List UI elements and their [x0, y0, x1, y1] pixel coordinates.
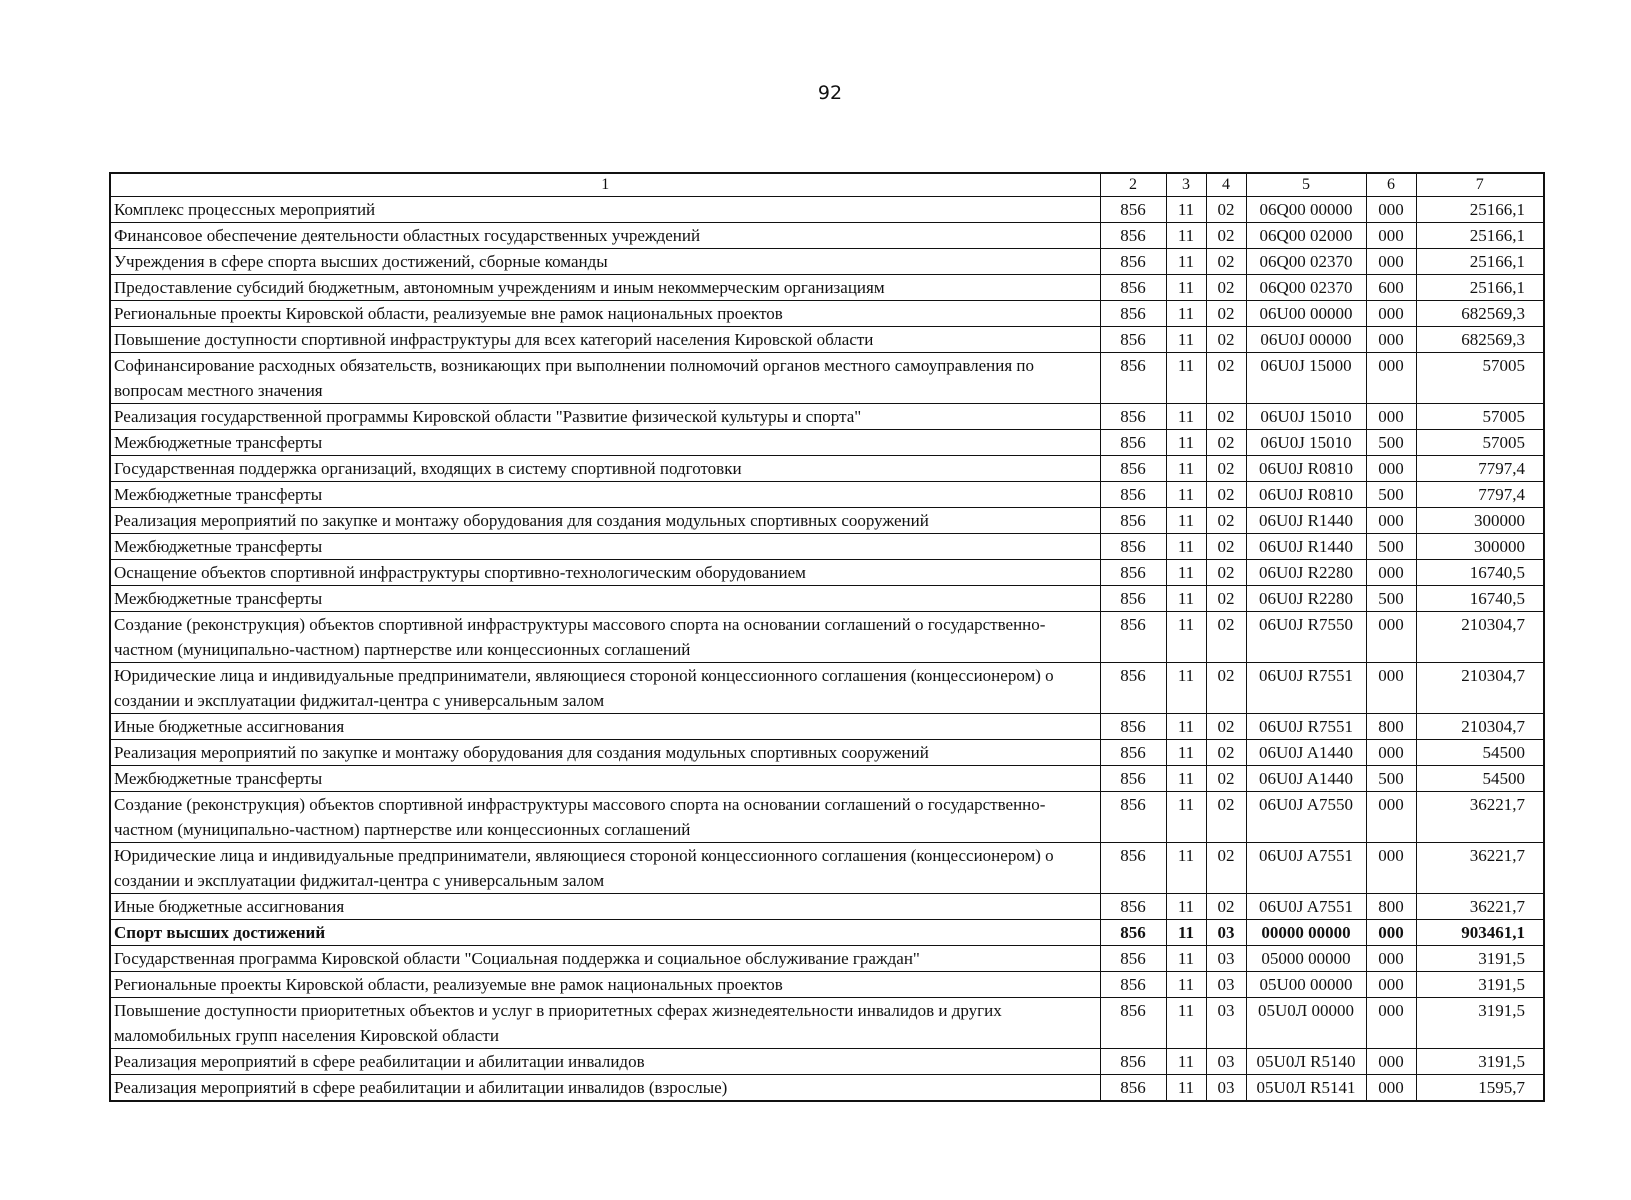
ministry-code-cell: 856: [1100, 946, 1166, 972]
expense-type-cell: 000: [1366, 508, 1416, 534]
ministry-code-cell: 856: [1100, 920, 1166, 946]
amount-cell: 36221,7: [1416, 843, 1544, 894]
table-row: [110, 353, 1544, 404]
expense-type-cell: 000: [1366, 663, 1416, 714]
table-row: [110, 586, 1544, 612]
ministry-code-cell: 856: [1100, 301, 1166, 327]
subsection-code-cell: 02: [1206, 586, 1246, 612]
table-row: [110, 894, 1544, 920]
section-code-cell: 11: [1166, 353, 1206, 404]
ministry-code-cell: 856: [1100, 430, 1166, 456]
expense-name-cell: Межбюджетные трансферты: [110, 430, 1100, 456]
table-row: [110, 843, 1544, 894]
amount-cell: 210304,7: [1416, 714, 1544, 740]
amount-cell: 36221,7: [1416, 792, 1544, 843]
expense-name-cell: Межбюджетные трансферты: [110, 586, 1100, 612]
table-row: [110, 430, 1544, 456]
amount-cell: 682569,3: [1416, 301, 1544, 327]
expense-type-cell: 000: [1366, 197, 1416, 223]
section-code-cell: 11: [1166, 534, 1206, 560]
amount-cell: 54500: [1416, 766, 1544, 792]
subsection-code-cell: 02: [1206, 482, 1246, 508]
expense-type-cell: 800: [1366, 714, 1416, 740]
expense-type-cell: 600: [1366, 275, 1416, 301]
section-code-cell: 11: [1166, 766, 1206, 792]
subsection-code-cell: 02: [1206, 740, 1246, 766]
ministry-code-cell: 856: [1100, 482, 1166, 508]
ministry-code-cell: 856: [1100, 249, 1166, 275]
subsection-code-cell: 02: [1206, 353, 1246, 404]
subsection-code-cell: 02: [1206, 508, 1246, 534]
section-code-cell: 11: [1166, 972, 1206, 998]
expense-type-cell: 500: [1366, 430, 1416, 456]
section-code-cell: 11: [1166, 404, 1206, 430]
ministry-code-cell: 856: [1100, 1075, 1166, 1102]
table-row: [110, 740, 1544, 766]
ministry-code-cell: 856: [1100, 586, 1166, 612]
table-row: [110, 612, 1544, 663]
subsection-code-cell: 02: [1206, 792, 1246, 843]
expense-name-cell: Повышение доступности приоритетных объектов и услуг в приоритетных сферах жизнедеятельности инвалидов и других маломобильных групп населения Кировской области: [110, 998, 1100, 1049]
expense-name-cell: Создание (реконструкция) объектов спортивной инфраструктуры массового спорта на основании соглашений о государственно-частном (муниципально-частном) партнерстве или концессионных соглашений: [110, 792, 1100, 843]
section-code-cell: 11: [1166, 946, 1206, 972]
amount-cell: 1595,7: [1416, 1075, 1544, 1102]
target-article-cell: 06U0J R7550: [1246, 612, 1366, 663]
subsection-code-cell: 03: [1206, 1075, 1246, 1102]
table-row: [110, 792, 1544, 843]
table-row: [110, 663, 1544, 714]
target-article-cell: 06U0J R0810: [1246, 482, 1366, 508]
header-cell: 1: [110, 173, 1100, 197]
amount-cell: 57005: [1416, 404, 1544, 430]
expense-name-cell: Реализация мероприятий по закупке и монтажу оборудования для создания модульных спортивных сооружений: [110, 508, 1100, 534]
target-article-cell: 06U0J 15010: [1246, 404, 1366, 430]
table-row: [110, 998, 1544, 1049]
expense-type-cell: 000: [1366, 353, 1416, 404]
expense-name-cell: Государственная поддержка организаций, входящих в систему спортивной подготовки: [110, 456, 1100, 482]
subsection-code-cell: 02: [1206, 249, 1246, 275]
header-cell: 7: [1416, 173, 1544, 197]
amount-cell: 210304,7: [1416, 612, 1544, 663]
header-cell: 6: [1366, 173, 1416, 197]
target-article-cell: 06U0J R7551: [1246, 714, 1366, 740]
section-code-cell: 11: [1166, 1049, 1206, 1075]
target-article-cell: 05U0Л R5141: [1246, 1075, 1366, 1102]
target-article-cell: 00000 00000: [1246, 920, 1366, 946]
table-row: [110, 560, 1544, 586]
ministry-code-cell: 856: [1100, 663, 1166, 714]
section-code-cell: 11: [1166, 508, 1206, 534]
subsection-code-cell: 02: [1206, 560, 1246, 586]
expense-type-cell: 000: [1366, 740, 1416, 766]
target-article-cell: 06U0J 15010: [1246, 430, 1366, 456]
ministry-code-cell: 856: [1100, 1049, 1166, 1075]
table-row: [110, 920, 1544, 946]
amount-cell: 57005: [1416, 353, 1544, 404]
expense-name-cell: Реализация мероприятий в сфере реабилитации и абилитации инвалидов: [110, 1049, 1100, 1075]
subsection-code-cell: 02: [1206, 534, 1246, 560]
target-article-cell: 06U0J A1440: [1246, 740, 1366, 766]
expense-name-cell: Юридические лица и индивидуальные предприниматели, являющиеся стороной концессионного соглашения (концессионером) о создании и эксплуатации фиджитал-центра с универсальным залом: [110, 843, 1100, 894]
header-cell: 4: [1206, 173, 1246, 197]
amount-cell: 57005: [1416, 430, 1544, 456]
expense-type-cell: 000: [1366, 843, 1416, 894]
section-code-cell: 11: [1166, 197, 1206, 223]
section-code-cell: 11: [1166, 249, 1206, 275]
section-code-cell: 11: [1166, 223, 1206, 249]
section-code-cell: 11: [1166, 301, 1206, 327]
target-article-cell: 05U0Л 00000: [1246, 998, 1366, 1049]
section-code-cell: 11: [1166, 1075, 1206, 1102]
target-article-cell: 06U00 00000: [1246, 301, 1366, 327]
page-number: 92: [817, 82, 843, 104]
table-row: [110, 249, 1544, 275]
subsection-code-cell: 03: [1206, 920, 1246, 946]
table-row: [110, 766, 1544, 792]
section-code-cell: 11: [1166, 612, 1206, 663]
target-article-cell: 06Q00 02370: [1246, 275, 1366, 301]
expense-name-cell: Региональные проекты Кировской области, реализуемые вне рамок национальных проектов: [110, 301, 1100, 327]
subsection-code-cell: 02: [1206, 663, 1246, 714]
ministry-code-cell: 856: [1100, 508, 1166, 534]
ministry-code-cell: 856: [1100, 843, 1166, 894]
amount-cell: 16740,5: [1416, 560, 1544, 586]
target-article-cell: 06Q00 02370: [1246, 249, 1366, 275]
target-article-cell: 06U0J A7551: [1246, 894, 1366, 920]
expense-name-cell: Повышение доступности спортивной инфраструктуры для всех категорий населения Кировской области: [110, 327, 1100, 353]
table-header-row: [110, 173, 1544, 197]
table-row: [110, 714, 1544, 740]
ministry-code-cell: 856: [1100, 612, 1166, 663]
section-code-cell: 11: [1166, 430, 1206, 456]
ministry-code-cell: 856: [1100, 766, 1166, 792]
amount-cell: 300000: [1416, 534, 1544, 560]
section-code-cell: 11: [1166, 663, 1206, 714]
table-row: [110, 482, 1544, 508]
subsection-code-cell: 02: [1206, 456, 1246, 482]
section-code-cell: 11: [1166, 327, 1206, 353]
target-article-cell: 06U0J R2280: [1246, 560, 1366, 586]
expense-name-cell: Оснащение объектов спортивной инфраструктуры спортивно-технологическим оборудованием: [110, 560, 1100, 586]
ministry-code-cell: 856: [1100, 456, 1166, 482]
subsection-code-cell: 02: [1206, 894, 1246, 920]
amount-cell: 25166,1: [1416, 197, 1544, 223]
expense-type-cell: 000: [1366, 249, 1416, 275]
subsection-code-cell: 02: [1206, 430, 1246, 456]
amount-cell: 16740,5: [1416, 586, 1544, 612]
expense-type-cell: 000: [1366, 1049, 1416, 1075]
target-article-cell: 05U0Л R5140: [1246, 1049, 1366, 1075]
expense-name-cell: Реализация мероприятий в сфере реабилитации и абилитации инвалидов (взрослые): [110, 1075, 1100, 1102]
expense-type-cell: 000: [1366, 223, 1416, 249]
expense-type-cell: 000: [1366, 327, 1416, 353]
table-row: [110, 301, 1544, 327]
table-row: [110, 946, 1544, 972]
ministry-code-cell: 856: [1100, 998, 1166, 1049]
amount-cell: 54500: [1416, 740, 1544, 766]
target-article-cell: 06U0J R0810: [1246, 456, 1366, 482]
ministry-code-cell: 856: [1100, 740, 1166, 766]
table-row: [110, 972, 1544, 998]
expense-name-cell: Государственная программа Кировской области "Социальная поддержка и социальное обслуживание граждан": [110, 946, 1100, 972]
amount-cell: 3191,5: [1416, 972, 1544, 998]
expense-name-cell: Создание (реконструкция) объектов спортивной инфраструктуры массового спорта на основании соглашений о государственно-частном (муниципально-частном) партнерстве или концессионных соглашений: [110, 612, 1100, 663]
table-row: [110, 327, 1544, 353]
expense-type-cell: 800: [1366, 894, 1416, 920]
target-article-cell: 06U0J 00000: [1246, 327, 1366, 353]
amount-cell: 210304,7: [1416, 663, 1544, 714]
subsection-code-cell: 02: [1206, 404, 1246, 430]
ministry-code-cell: 856: [1100, 714, 1166, 740]
expense-type-cell: 000: [1366, 1075, 1416, 1102]
expense-type-cell: 500: [1366, 482, 1416, 508]
amount-cell: 682569,3: [1416, 327, 1544, 353]
expense-name-cell: Учреждения в сфере спорта высших достижений, сборные команды: [110, 249, 1100, 275]
target-article-cell: 06U0J R1440: [1246, 534, 1366, 560]
section-code-cell: 11: [1166, 714, 1206, 740]
expense-name-cell: Иные бюджетные ассигнования: [110, 894, 1100, 920]
expense-type-cell: 000: [1366, 972, 1416, 998]
expense-name-cell: Предоставление субсидий бюджетным, автономным учреждениям и иным некоммерческим организациям: [110, 275, 1100, 301]
expense-type-cell: 000: [1366, 560, 1416, 586]
amount-cell: 25166,1: [1416, 249, 1544, 275]
target-article-cell: 06U0J R2280: [1246, 586, 1366, 612]
expense-type-cell: 000: [1366, 301, 1416, 327]
ministry-code-cell: 856: [1100, 894, 1166, 920]
target-article-cell: 06U0J 15000: [1246, 353, 1366, 404]
target-article-cell: 06U0J R7551: [1246, 663, 1366, 714]
expense-type-cell: 500: [1366, 534, 1416, 560]
ministry-code-cell: 856: [1100, 404, 1166, 430]
expense-name-cell: Межбюджетные трансферты: [110, 534, 1100, 560]
section-code-cell: 11: [1166, 586, 1206, 612]
ministry-code-cell: 856: [1100, 534, 1166, 560]
subsection-code-cell: 02: [1206, 223, 1246, 249]
section-code-cell: 11: [1166, 894, 1206, 920]
expense-type-cell: 000: [1366, 920, 1416, 946]
subsection-code-cell: 03: [1206, 1049, 1246, 1075]
ministry-code-cell: 856: [1100, 972, 1166, 998]
section-code-cell: 11: [1166, 792, 1206, 843]
expense-type-cell: 000: [1366, 792, 1416, 843]
table-row: [110, 275, 1544, 301]
target-article-cell: 06U0J R1440: [1246, 508, 1366, 534]
table-row: [110, 1049, 1544, 1075]
header-cell: 3: [1166, 173, 1206, 197]
expense-name-cell: Спорт высших достижений: [110, 920, 1100, 946]
target-article-cell: 06Q00 00000: [1246, 197, 1366, 223]
section-code-cell: 11: [1166, 920, 1206, 946]
ministry-code-cell: 856: [1100, 353, 1166, 404]
subsection-code-cell: 02: [1206, 301, 1246, 327]
table-row: [110, 404, 1544, 430]
ministry-code-cell: 856: [1100, 223, 1166, 249]
expense-name-cell: Межбюджетные трансферты: [110, 766, 1100, 792]
amount-cell: 36221,7: [1416, 894, 1544, 920]
subsection-code-cell: 02: [1206, 275, 1246, 301]
expense-name-cell: Реализация государственной программы Кировской области "Развитие физической культуры и спорта": [110, 404, 1100, 430]
table-row: [110, 534, 1544, 560]
amount-cell: 25166,1: [1416, 223, 1544, 249]
ministry-code-cell: 856: [1100, 327, 1166, 353]
subsection-code-cell: 03: [1206, 998, 1246, 1049]
section-code-cell: 11: [1166, 275, 1206, 301]
table-row: [110, 456, 1544, 482]
expense-type-cell: 000: [1366, 456, 1416, 482]
table-row: [110, 508, 1544, 534]
expense-name-cell: Софинансирование расходных обязательств, возникающих при выполнении полномочий органов местного самоуправления по вопросам местного значения: [110, 353, 1100, 404]
expense-type-cell: 000: [1366, 946, 1416, 972]
subsection-code-cell: 03: [1206, 946, 1246, 972]
section-code-cell: 11: [1166, 482, 1206, 508]
section-code-cell: 11: [1166, 740, 1206, 766]
table-row: [110, 197, 1544, 223]
target-article-cell: 05000 00000: [1246, 946, 1366, 972]
target-article-cell: 06U0J A1440: [1246, 766, 1366, 792]
ministry-code-cell: 856: [1100, 792, 1166, 843]
amount-cell: 25166,1: [1416, 275, 1544, 301]
ministry-code-cell: 856: [1100, 197, 1166, 223]
table-row: [110, 223, 1544, 249]
subsection-code-cell: 02: [1206, 843, 1246, 894]
expense-name-cell: Комплекс процессных мероприятий: [110, 197, 1100, 223]
expense-type-cell: 000: [1366, 998, 1416, 1049]
header-cell: 2: [1100, 173, 1166, 197]
expense-name-cell: Межбюджетные трансферты: [110, 482, 1100, 508]
section-code-cell: 11: [1166, 456, 1206, 482]
subsection-code-cell: 02: [1206, 714, 1246, 740]
expense-type-cell: 500: [1366, 766, 1416, 792]
target-article-cell: 06U0J A7551: [1246, 843, 1366, 894]
subsection-code-cell: 02: [1206, 766, 1246, 792]
amount-cell: 3191,5: [1416, 1049, 1544, 1075]
expense-name-cell: Юридические лица и индивидуальные предприниматели, являющиеся стороной концессионного соглашения (концессионером) о создании и эксплуатации фиджитал-центра с универсальным залом: [110, 663, 1100, 714]
table-row: [110, 1075, 1544, 1102]
subsection-code-cell: 02: [1206, 327, 1246, 353]
subsection-code-cell: 03: [1206, 972, 1246, 998]
amount-cell: 903461,1: [1416, 920, 1544, 946]
amount-cell: 3191,5: [1416, 946, 1544, 972]
budget-table: [109, 172, 1545, 1102]
subsection-code-cell: 02: [1206, 612, 1246, 663]
amount-cell: 7797,4: [1416, 456, 1544, 482]
amount-cell: 300000: [1416, 508, 1544, 534]
expense-type-cell: 000: [1366, 404, 1416, 430]
expense-name-cell: Иные бюджетные ассигнования: [110, 714, 1100, 740]
expense-type-cell: 500: [1366, 586, 1416, 612]
target-article-cell: 05U00 00000: [1246, 972, 1366, 998]
section-code-cell: 11: [1166, 998, 1206, 1049]
section-code-cell: 11: [1166, 843, 1206, 894]
ministry-code-cell: 856: [1100, 560, 1166, 586]
amount-cell: 7797,4: [1416, 482, 1544, 508]
expense-type-cell: 000: [1366, 612, 1416, 663]
header-cell: 5: [1246, 173, 1366, 197]
subsection-code-cell: 02: [1206, 197, 1246, 223]
target-article-cell: 06Q00 02000: [1246, 223, 1366, 249]
target-article-cell: 06U0J A7550: [1246, 792, 1366, 843]
expense-name-cell: Региональные проекты Кировской области, реализуемые вне рамок национальных проектов: [110, 972, 1100, 998]
amount-cell: 3191,5: [1416, 998, 1544, 1049]
expense-name-cell: Реализация мероприятий по закупке и монтажу оборудования для создания модульных спортивных сооружений: [110, 740, 1100, 766]
ministry-code-cell: 856: [1100, 275, 1166, 301]
expense-name-cell: Финансовое обеспечение деятельности областных государственных учреждений: [110, 223, 1100, 249]
section-code-cell: 11: [1166, 560, 1206, 586]
